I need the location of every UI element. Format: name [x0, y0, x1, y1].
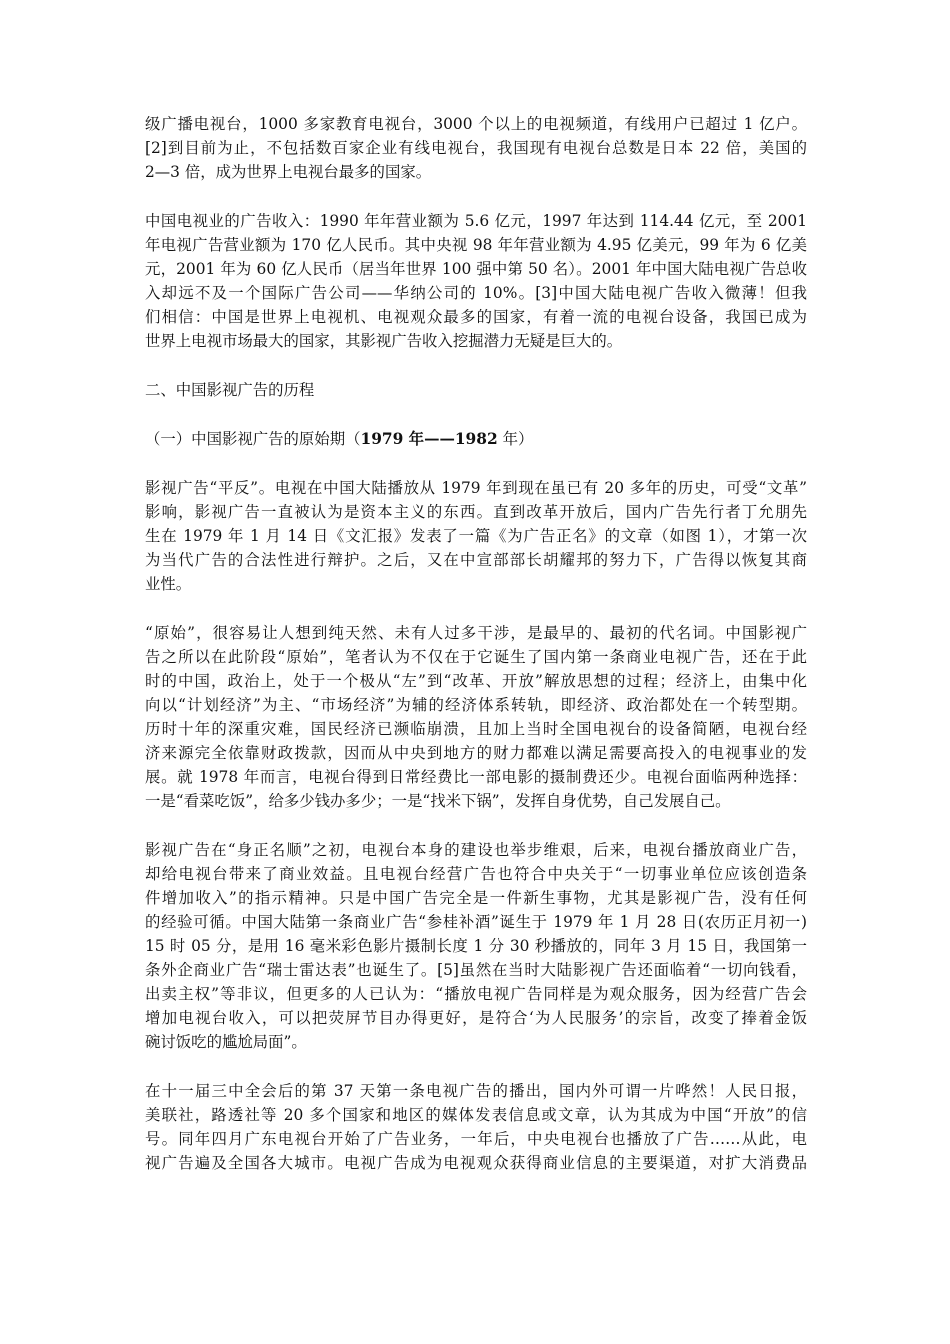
section-heading: 二、中国影视广告的历程 [145, 381, 315, 399]
text-line: 入却远不及一个国际广告公司——华纳公司的 10%。[3]中国大陆电视广告收入微薄！但我 [145, 284, 807, 302]
text-line: 世界上电视市场最大的国家，其影视广告收入挖掘潜力无疑是巨大的。 [145, 332, 623, 350]
text-line: 号。同年四月广东电视台开始了广告业务，一年后，中央电视台也播放了广告……从此，电 [145, 1130, 807, 1148]
sub-heading-years: 1979 年——1982 [360, 430, 498, 448]
text-line: 美联社，路透社等 20 多个国家和地区的媒体发表信息或文章，认为其成为中国“开放”的信 [145, 1106, 807, 1124]
paragraph-tv-stations [145, 112, 807, 184]
text-line: 时的中国，政治上，处于一个极从“左”到“改革、开放”解放思想的过程；经济上，由集中化 [145, 672, 807, 690]
text-line: 影视广告“平反”。电视在中国大陆播放从 1979 年到现在虽已有 20 多年的历史，可受“文革” [145, 479, 807, 497]
text-line: 2—3 倍，成为世界上电视台最多的国家。 [145, 163, 432, 181]
sub-heading-prefix: （一）中国影视广告的原始期（ [145, 430, 361, 448]
text-line: 为当代广告的合法性进行辩护。之后，又在中宣部部长胡耀邦的努力下，广告得以恢复其商 [145, 551, 807, 569]
text-line: 年电视广告营业额为 170 亿人民币。其中央视 98 年年营业额为 4.95 亿美元，99 年为 6 亿美 [145, 236, 807, 254]
paragraph-broadcast-reaction [145, 1079, 807, 1175]
text-line: 展。就 1978 年而言，电视台得到日常经费比一部电影的摄制费还少。电视台面临两种选择： [145, 768, 807, 786]
text-line: 件增加收入”的指示精神。只是中国广告完全是一件新生事物，尤其是影视广告，没有任何 [145, 889, 807, 907]
text-line: 告之所以在此阶段“原始”，笔者认为不仅在于它诞生了国内第一条商业电视广告，还在于此 [145, 648, 807, 666]
paragraph-rehabilitation [145, 476, 807, 596]
text-line: 碗讨饭吃的尴尬局面”。 [145, 1033, 307, 1051]
text-line: 们相信：中国是世界上电视机、电视观众最多的国家，有着一流的电视台设备，我国已成为 [145, 308, 807, 326]
text-line: 影响，影视广告一直被认为是资本主义的东西。直到改革开放后，国内广告先行者丁允朋先 [145, 503, 807, 521]
text-line: 条外企商业广告“瑞士雷达表”也诞生了。[5]虽然在当时大陆影视广告还面临着“一切向钱看， [145, 961, 807, 979]
text-line: 中国电视业的广告收入：1990 年年营业额为 5.6 亿元，1997 年达到 114.44 亿元，至 2001 [145, 212, 807, 230]
text-line: 向以“计划经济”为主、“市场经济”为辅的经济体系转轨，即经济、政治都处在一个转型期。 [145, 696, 807, 714]
sub-heading [145, 427, 807, 451]
text-line: 元，2001 年为 60 亿人民币（居当年世界 100 强中第 50 名）。2001 年中国大陆电视广告总收 [145, 260, 807, 278]
text-line: 济来源完全依靠财政拨款，因而从中央到地方的财力都难以满足需要高投入的电视事业的发 [145, 744, 807, 762]
text-line: 却给电视台带来了商业效益。且电视台经营广告也符合中央关于“一切事业单位应该创造条 [145, 865, 807, 883]
sub-heading-suffix: 年） [497, 430, 534, 448]
paragraph-first-commercial [145, 838, 807, 1054]
document-page [145, 112, 807, 1200]
paragraph-primitive [145, 621, 807, 813]
text-line: 影视广告在“身正名顺”之初，电视台本身的建设也举步维艰，后来，电视台播放商业广告， [145, 841, 807, 859]
text-line: 出卖主权”等非议，但更多的人已认为：“播放电视广告同样是为观众服务，因为经营广告会 [145, 985, 807, 1003]
text-line: 级广播电视台，1000 多家教育电视台，3000 个以上的电视频道，有线用户已超过 1 亿户。 [145, 115, 807, 133]
text-line: 视广告遍及全国各大城市。电视广告成为电视观众获得商业信息的主要渠道，对扩大消费品 [145, 1154, 807, 1172]
paragraph-ad-revenue [145, 209, 807, 353]
text-line: 增加电视台收入，可以把荧屏节目办得更好，是符合‘为人民服务’的宗旨，改变了捧着金饭 [145, 1009, 807, 1027]
text-line: 一是“看菜吃饭”，给多少钱办多少；一是“找米下锅”，发挥自身优势，自己发展自己。 [145, 792, 731, 810]
text-line: 生在 1979 年 1 月 14 日《文汇报》发表了一篇《为广告正名》的文章（如图 1），才第一次 [145, 527, 807, 545]
text-line: [2]到目前为止，不包括数百家企业有线电视台，我国现有电视台总数是日本 22 倍，美国的 [145, 139, 807, 157]
text-line: “原始”，很容易让人想到纯天然、未有人过多干涉，是最早的、最初的代名词。中国影视广 [145, 624, 807, 642]
text-line: 的经验可循。中国大陆第一条商业广告“参桂补酒”诞生于 1979 年 1 月 28 日(农历正月初一) [145, 913, 807, 931]
text-line: 在十一届三中全会后的第 37 天第一条电视广告的播出，国内外可谓一片哗然！人民日报， [145, 1082, 807, 1100]
text-line: 15 时 05 分，是用 16 毫米彩色影片摄制长度 1 分 30 秒播放的，同年 3 月 15 日，我国第一 [145, 937, 807, 955]
text-line: 业性。 [145, 575, 192, 593]
text-line: 历时十年的深重灾难，国民经济已濒临崩溃，且加上当时全国电视台的设备简陋，电视台经 [145, 720, 807, 738]
